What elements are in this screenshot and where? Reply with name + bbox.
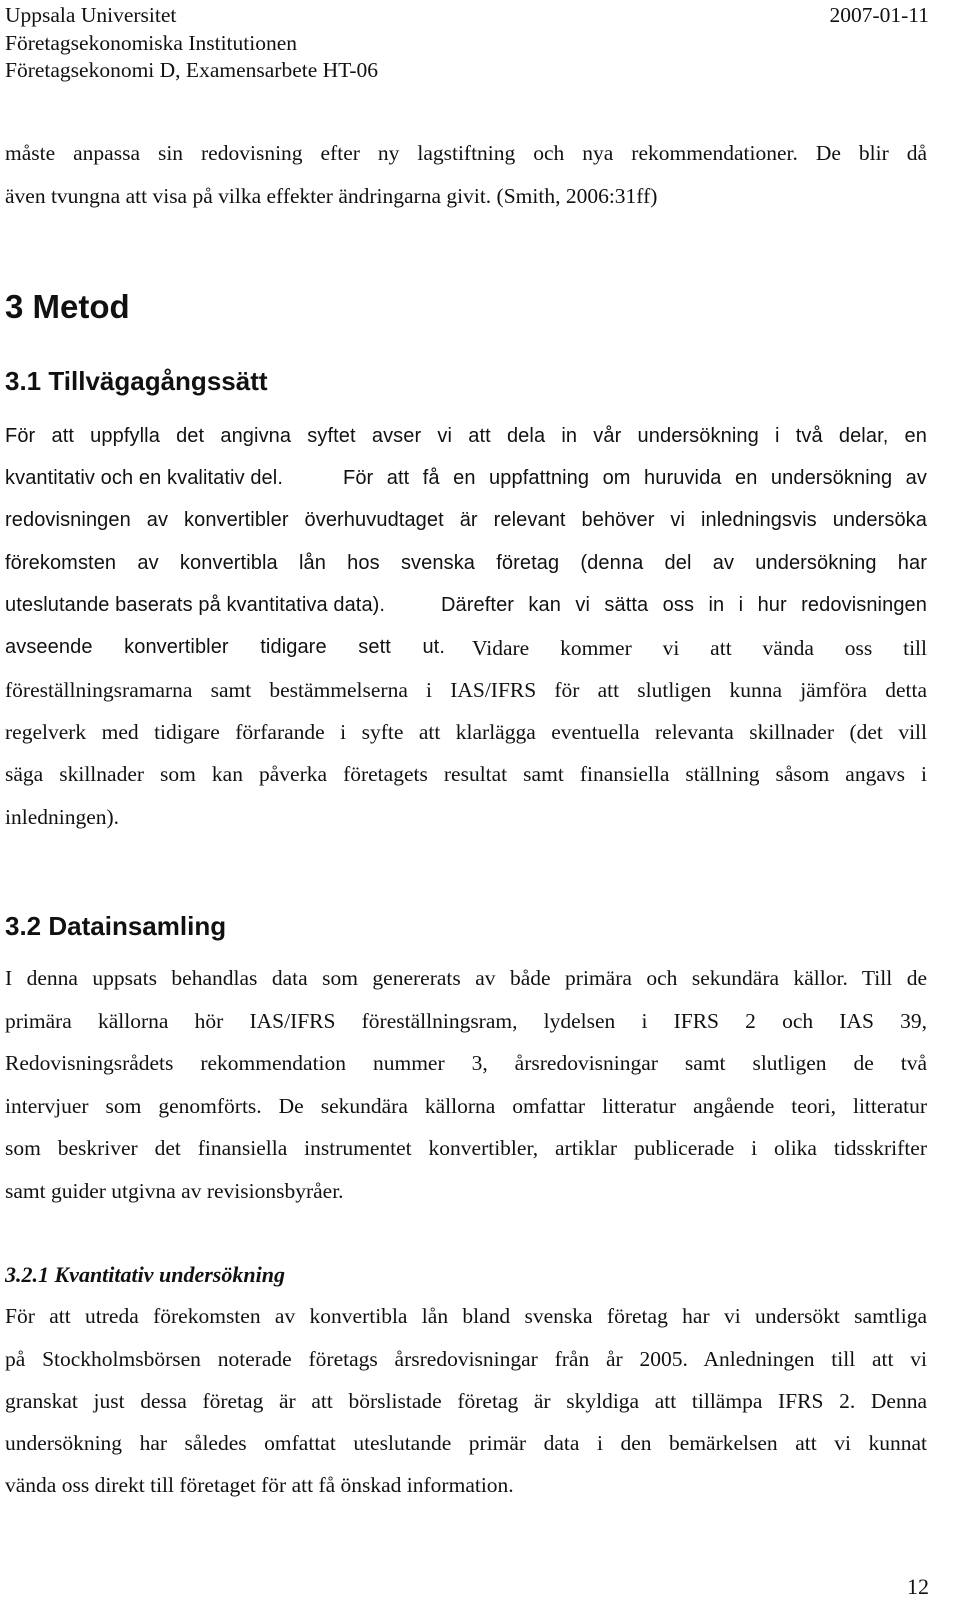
text-line: säga skillnader som kan påverka företagets resultat samt finansiella ställning såsom angavs i	[5, 762, 927, 786]
section-heading-kvantitativ-undersokning: 3.2.1 Kvantitativ undersökning	[5, 1262, 285, 1287]
text-line: undersökning har således omfattat uteslutande primär data i den bemärkelsen att vi kunnat	[5, 1431, 927, 1455]
text-line: som beskriver det finansiella instrumentet konvertibler, artiklar publicerade i olika tidsskrifter	[5, 1136, 927, 1160]
text-line-sans-part: kvantitativ och en kvalitativ del.	[5, 467, 283, 489]
text-line: I denna uppsats behandlas data som genererats av både primära och sekundära källor. Till de	[5, 966, 927, 990]
header-date: 2007-01-11	[829, 3, 929, 27]
text-line: regelverk med tidigare förfarande i syfte att klarlägga eventuella relevanta skillnader (det vill	[5, 720, 927, 744]
text-line: måste anpassa sin redovisning efter ny lagstiftning och nya rekommendationer. De blir då	[5, 141, 927, 165]
section-heading-datainsamling: 3.2 Datainsamling	[5, 911, 227, 941]
section-heading-tillvagagangssatt: 3.1 Tillvägagångssätt	[5, 366, 268, 396]
text-line: För att uppfylla det angivna syftet avser vi att dela in vår undersökning i två delar, en	[5, 425, 927, 447]
text-line: på Stockholmsbörsen noterade företags årsredovisningar från år 2005. Anledningen till att vi	[5, 1347, 927, 1371]
text-line-sans-part: För att få en uppfattning om huruvida en undersökning av	[343, 467, 927, 489]
text-line: intervjuer som genomförts. De sekundära källorna omfattar litteratur angående teori, litteratur	[5, 1094, 927, 1118]
text-line-serif-part: Vidare kommer vi att vända oss till	[472, 636, 927, 660]
text-line: För att utreda förekomsten av konvertibla lån bland svenska företag har vi undersökt samtliga	[5, 1304, 927, 1328]
page-number: 12	[907, 1574, 929, 1599]
text-line: vända oss direkt till företaget för att få önskad information.	[5, 1473, 514, 1497]
header-institution: Företagsekonomiska Institutionen	[5, 31, 298, 55]
text-line: föreställningsramarna samt bestämmelserna i IAS/IFRS för att slutligen kunna jämföra detta	[5, 678, 927, 702]
text-line: samt guider utgivna av revisionsbyråer.	[5, 1179, 344, 1203]
text-line: även tvungna att visa på vilka effekter ändringarna givit. (Smith, 2006:31ff)	[5, 184, 658, 208]
text-line: inledningen).	[5, 805, 120, 829]
text-line-sans-part: uteslutande baserats på kvantitativa data).	[5, 594, 386, 616]
text-line-sans-part: avseende konvertibler tidigare sett ut.	[5, 636, 445, 658]
text-line: Redovisningsrådets rekommendation nummer 3, årsredovisningar samt slutligen de två	[5, 1051, 927, 1075]
text-line-sans-part: Därefter kan vi sätta oss in i hur redovisningen	[441, 594, 927, 616]
text-line: redovisningen av konvertibler överhuvudtaget är relevant behöver vi inledningsvis undersöka	[5, 509, 927, 531]
header-course: Företagsekonomi D, Examensarbete HT-06	[5, 58, 378, 82]
text-line: primära källorna hör IAS/IFRS föreställningsram, lydelsen i IFRS 2 och IAS 39,	[5, 1009, 927, 1033]
text-line: granskat just dessa företag är att börslistade företag är skyldiga att tillämpa IFRS 2. Denna	[5, 1389, 927, 1413]
header-university: Uppsala Universitet	[5, 3, 177, 27]
section-heading-metod: 3 Metod	[5, 288, 130, 325]
text-line: förekomsten av konvertibla lån hos svenska företag (denna del av undersökning har	[5, 552, 927, 574]
